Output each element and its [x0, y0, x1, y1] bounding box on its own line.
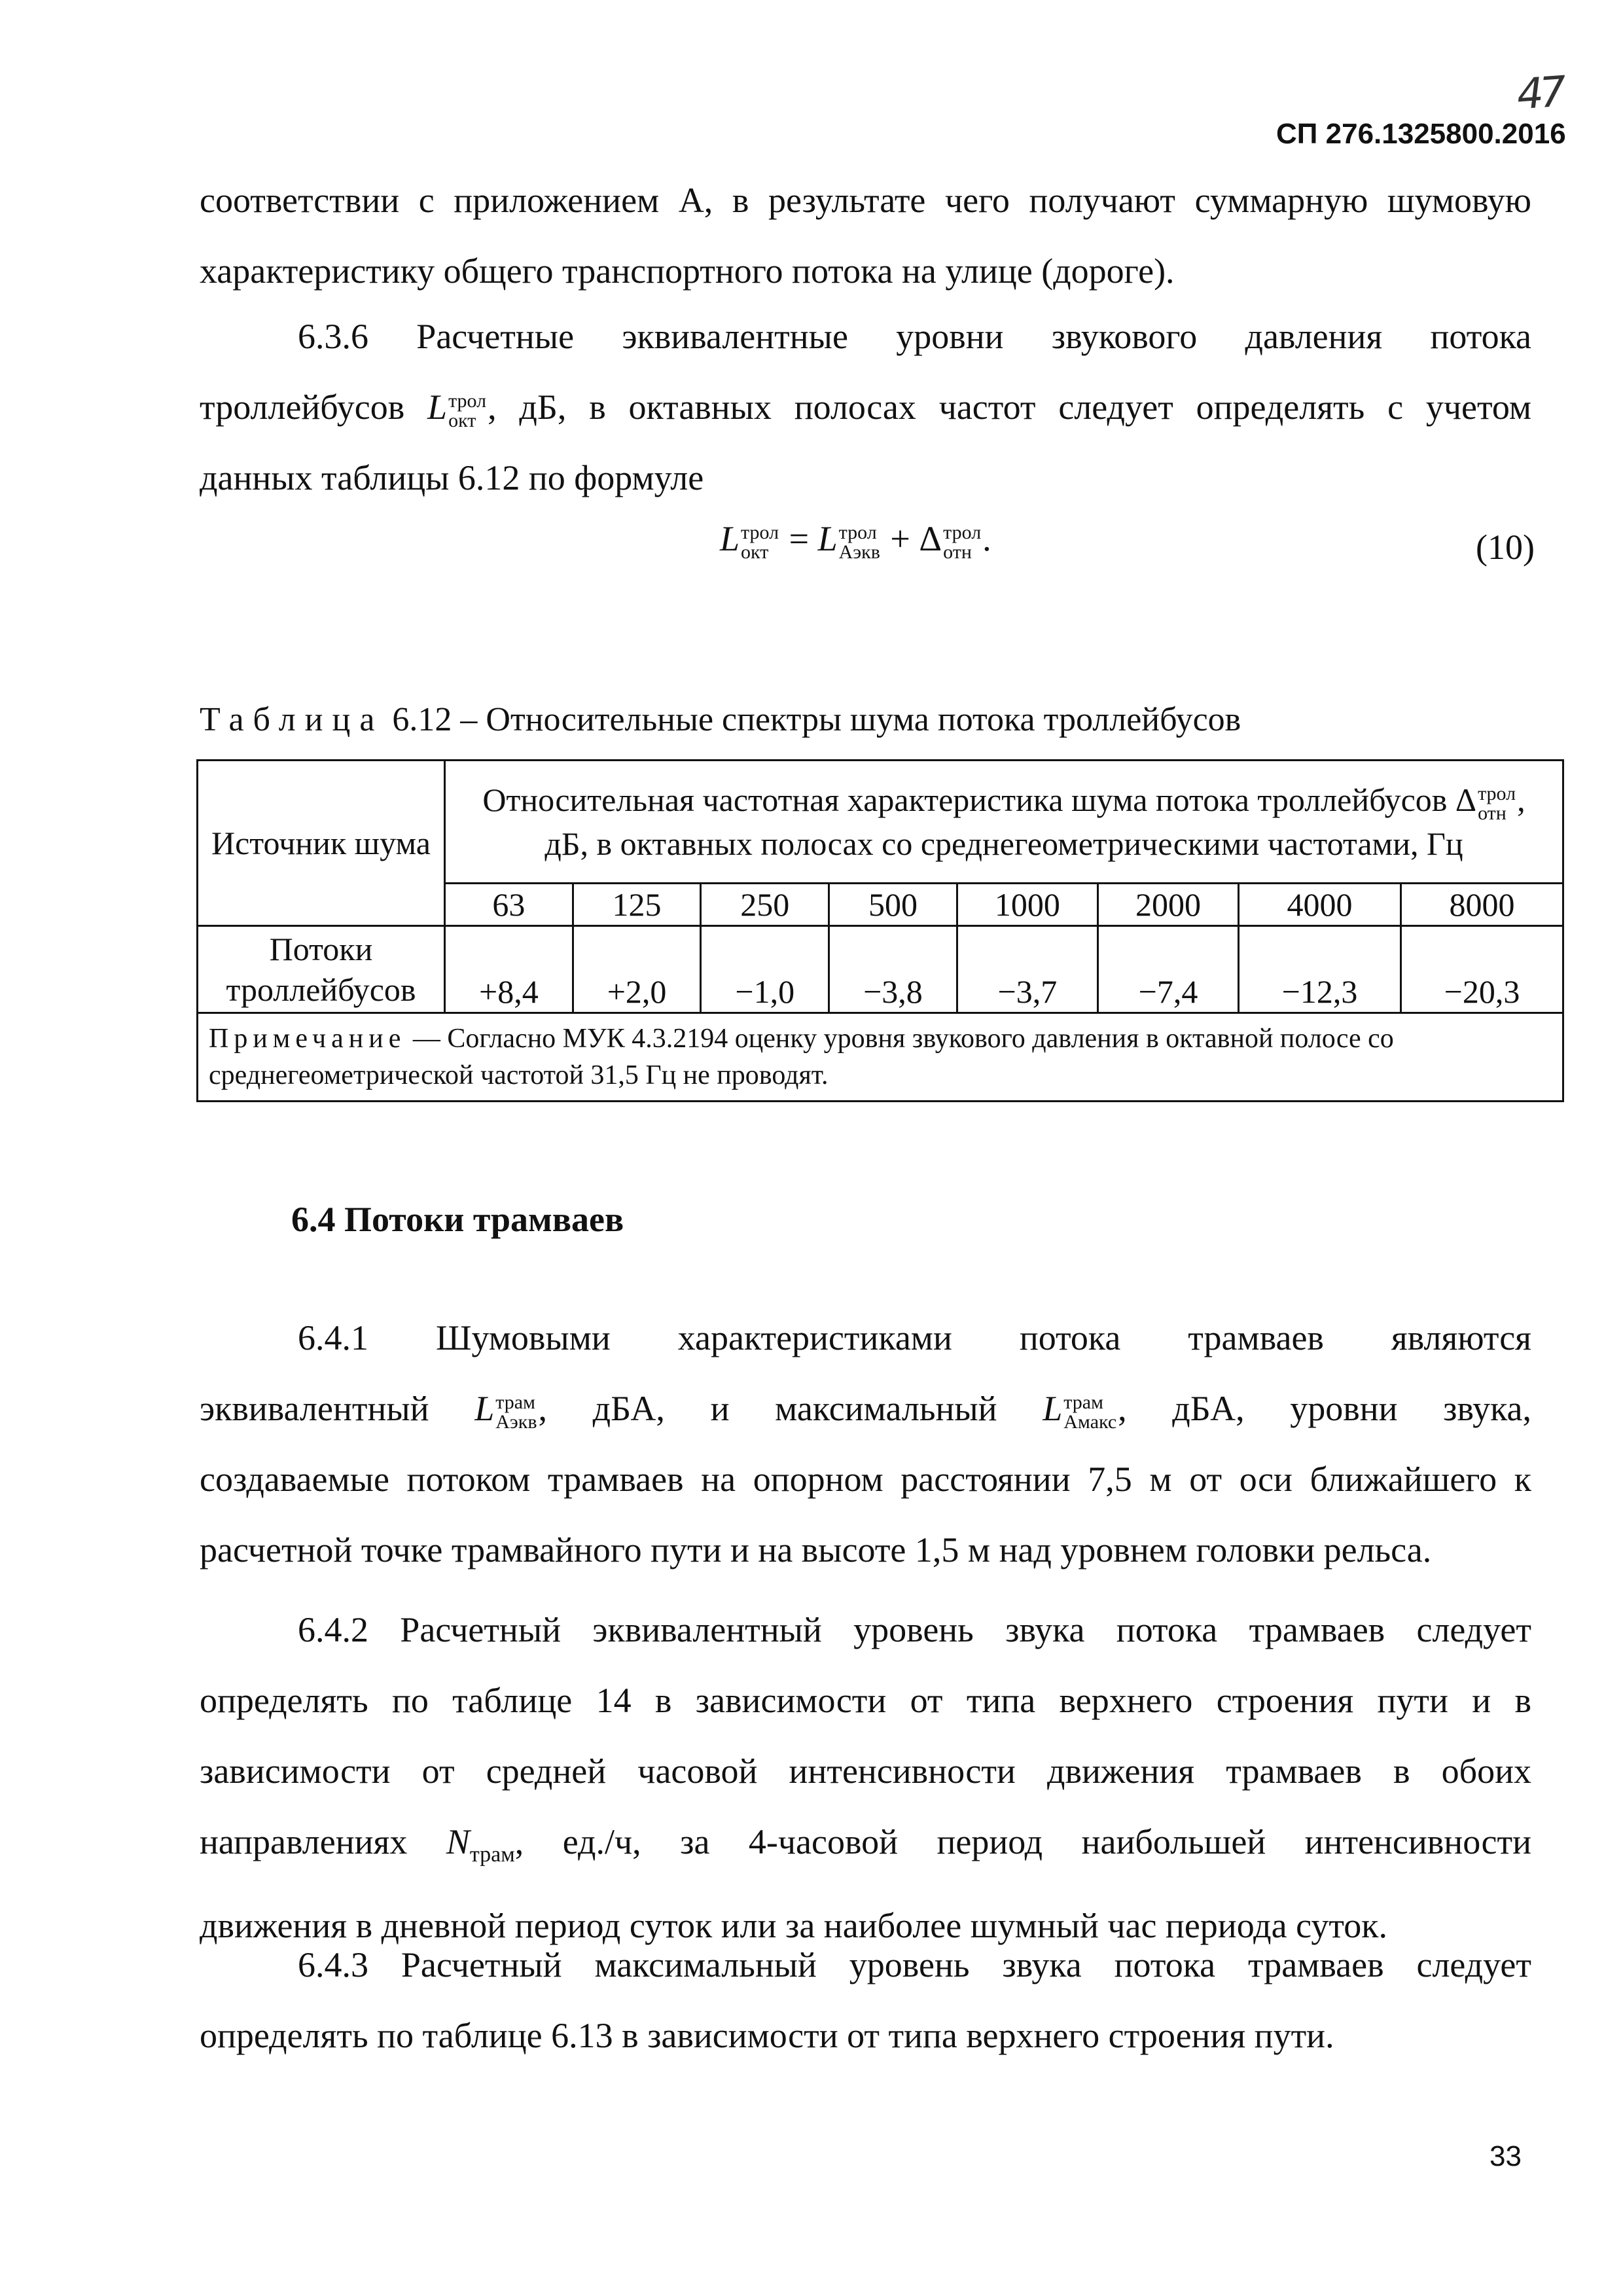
table-6-12 [196, 759, 1564, 1102]
handwritten-page-number: 47 [1515, 67, 1564, 120]
paragraph-6-4-3 [200, 1929, 1531, 2071]
value-cell: +8,4 [445, 926, 573, 1013]
frequency-cell: 8000 [1400, 884, 1563, 926]
text-line: определять по таблице 6.13 в зависимости от типа верхнего строения пути. [200, 2016, 1334, 2055]
formula-number: (10) [1476, 528, 1535, 567]
frequency-cell: 500 [829, 884, 957, 926]
text-line: 6.4.2 Расчетный эквивалентный уровень звука потока трамваев следует [298, 1610, 1531, 1649]
value-cell: −7,4 [1097, 926, 1238, 1013]
value-cell: −12,3 [1239, 926, 1401, 1013]
row-label: Потоки троллейбусов [198, 926, 445, 1013]
value-cell: −20,3 [1400, 926, 1563, 1013]
text-line: данных таблицы 6.12 по формуле [200, 458, 704, 497]
value-cell: +2,0 [573, 926, 701, 1013]
text-line: направлениях $N_{трам}$, ед./ч, за 4-часовой период наибольшей интенсивности [200, 1822, 1532, 1867]
page-number: 33 [1489, 2140, 1522, 2172]
table-row [198, 926, 1563, 1013]
source-header: Источник шума [198, 761, 445, 926]
frequency-cell: 1000 [957, 884, 1097, 926]
table-note: Примечание — Согласно МУК 4.3.2194 оценку уровня звукового давления в октавной полосе со среднегеометрической частотой 31,5 Гц не проводят. [198, 1013, 1563, 1102]
symbol-L-tram-A-maks: L трам Амакс [1043, 1389, 1117, 1433]
frequency-cell: 2000 [1097, 884, 1238, 926]
text-fragment: троллейбусов [200, 387, 405, 427]
frequency-cell: 63 [445, 884, 573, 926]
symbol-L-trol-okt: L трол окт [427, 387, 487, 431]
value-cell: −1,0 [701, 926, 829, 1013]
text-fragment: , дБ, в октавных полосах частот следует определять с учетом [488, 387, 1532, 427]
text-line: движения в дневной период суток или за наиболее шумный час периода суток. [200, 1905, 1387, 1945]
text-line: зависимости от средней часовой интенсивности движения трамваев в обоих [200, 1751, 1531, 1791]
text-line: характеристику общего транспортного потока на улице (дороге). [200, 251, 1175, 291]
frequency-cell: 4000 [1239, 884, 1401, 926]
frequency-cell: 250 [701, 884, 829, 926]
text-line: 6.3.6 Расчетные эквивалентные уровни звукового давления потока [298, 317, 1531, 356]
text-line: 6.4.3 Расчетный максимальный уровень звука потока трамваев следует [298, 1945, 1531, 1984]
text-line: расчетной точке трамвайного пути и на высоте 1,5 м над уровнем головки рельса. [200, 1530, 1432, 1570]
paragraph-6-4-2 [200, 1594, 1531, 1961]
text-line: соответствии с приложением А, в результате чего получают суммарную шумовую [200, 181, 1531, 220]
paragraph-6-4-1 [200, 1302, 1531, 1585]
text-line: 6.4.1 Шумовыми характеристиками потока трамваев являются [298, 1318, 1531, 1357]
formula-10: L трол окт = L трол Аэкв + Δ трол отн . [720, 519, 991, 563]
text-line [200, 372, 1531, 442]
paragraph-continuation [200, 165, 1531, 306]
delta-symbol: Δ трол отн [1455, 781, 1516, 824]
text-line: создаваемые потоком трамваев на опорном расстоянии 7,5 м от оси ближайшего к [200, 1460, 1531, 1499]
text-line: определять по таблице 14 в зависимости от типа верхнего строения пути и в [200, 1681, 1531, 1720]
value-cell: −3,8 [829, 926, 957, 1013]
symbol-N-tram: $N_{трам}$ [446, 1822, 515, 1867]
characteristic-header: Относительная частотная характеристика шума потока троллейбусов Δ трол отн , дБ, в октавных полосах со среднегеометрическими частотами, Гц [445, 761, 1563, 884]
table-caption: Таблица 6.12 – Относительные спектры шума потока троллейбусов [200, 701, 1241, 738]
section-heading: 6.4 Потоки трамваев [291, 1200, 624, 1239]
frequency-cell: 125 [573, 884, 701, 926]
paragraph-6-3-6 [200, 301, 1531, 513]
symbol-L-tram-A-ekv: L трам Аэкв [474, 1389, 537, 1433]
value-cell: −3,7 [957, 926, 1097, 1013]
text-line: эквивалентный L трам Аэкв , дБА, и максимальный L трам Амакс , дБА, уровни звука, [200, 1389, 1532, 1433]
document-code: СП 276.1325800.2016 [1276, 118, 1566, 150]
